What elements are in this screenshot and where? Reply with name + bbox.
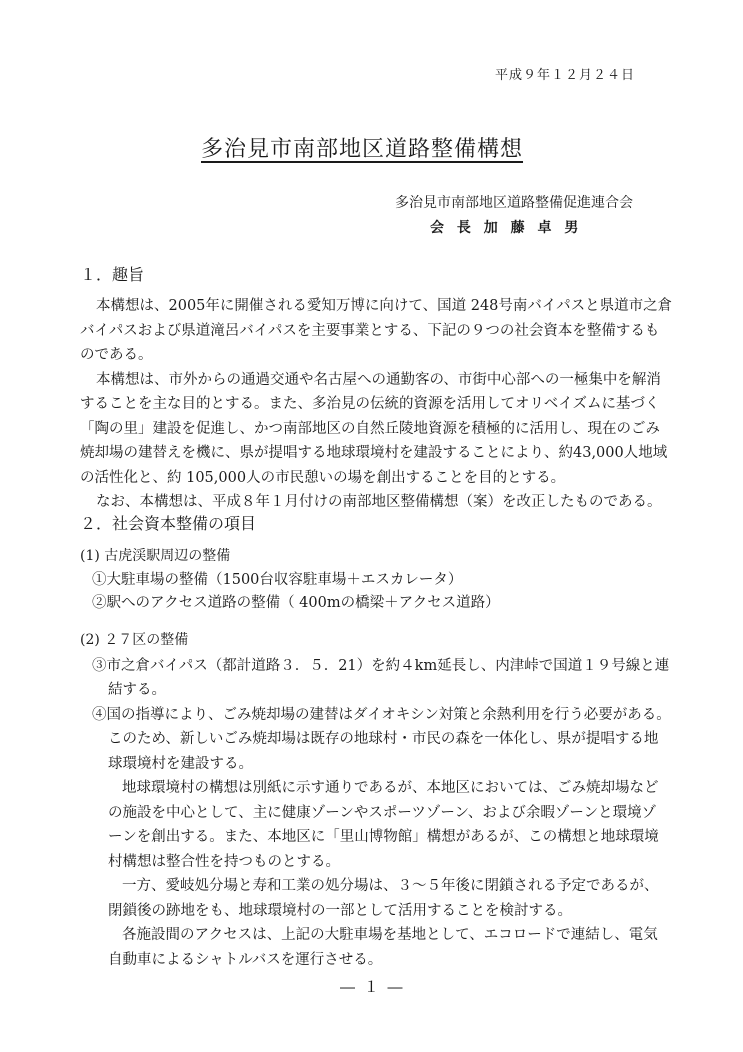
chairman-name: 会 長 加 藤 卓 男: [430, 220, 583, 236]
paragraph-line: ーンを創出する。また、本地区に「里山博物館」構想があるが、この構想と地球環境: [108, 829, 659, 845]
paragraph-line: 「陶の里」建設を促進し、かつ南部地区の自然丘陵地資源を積極的に活用し、現在のごみ: [80, 421, 660, 437]
paragraph-line: 自動車によるシャトルバスを運行させる。: [108, 952, 383, 968]
paragraph-line: の施設を中心として、主に健康ゾーンやスポーツゾーン、および余暇ゾーンと環境ゾ: [108, 805, 657, 821]
paragraph-line: の活性化と、約 105,000人の市民憩いの場を創出することを目的とする。: [80, 470, 566, 486]
list-item: ②駅へのアクセス道路の整備（ 400mの橋梁＋アクセス道路）: [92, 595, 500, 611]
paragraph-line: 焼却場の建替えを機に、県が提唱する地球環境村を建設することにより、約43,000人地域: [80, 445, 668, 461]
section-heading-infrastructure: ２．社会資本整備の項目: [80, 514, 257, 533]
paragraph-line: ③市之倉バイパス（都計道路３．５．21）を約４km延長し、内津峠で国道１９号線と連: [92, 658, 670, 674]
organization-name: 多治見市南部地区道路整備促進連合会: [395, 195, 633, 211]
paragraph-line: なお、本構想は、平成８年１月付けの南部地区整備構想（案）を改正したものである。: [96, 494, 662, 510]
list-item: ①大駐車場の整備（1500台収容駐車場＋エスカレータ）: [92, 572, 463, 588]
paragraph-line: 本構想は、2005年に開催される愛知万博に向けて、国道 248号南バイパスと県道市之倉: [96, 298, 673, 314]
document-date: 平成９年１２月２４日: [495, 68, 636, 83]
paragraph-line: このため、新しいごみ焼却場は既存の地球村・市民の森を一体化し、県が提唱する地: [108, 731, 659, 747]
paragraph-line: のである。: [80, 347, 153, 363]
paragraph-line: 結する。: [108, 682, 166, 698]
paragraph-line: 各施設間のアクセスは、上記の大駐車場を基地として、エコロードで連結し、電気: [122, 927, 658, 943]
paragraph-line: バイパスおよび県道滝呂バイパスを主要事業とする、下記の９つの社会資本を整備するも: [80, 323, 660, 339]
paragraph-line: することを主な目的とする。また、多治見の伝統的資源を活用してオリベイズムに基づく: [80, 396, 660, 412]
paragraph-line: 地球環境村の構想は別紙に示す通りであるが、本地区においては、ごみ焼却場など: [122, 780, 659, 796]
page-number: ― １ ―: [340, 978, 405, 996]
paragraph-line: 閉鎖後の跡地をも、地球環境村の一部として活用することを検討する。: [108, 903, 572, 919]
paragraph-line: 球環境村を建設する。: [108, 756, 253, 772]
subsection-heading: (1) 古虎渓駅周辺の整備: [80, 548, 231, 564]
paragraph-line: 本構想は、市外からの通過交通や名古屋への通勤客の、市街中心部への一極集中を解消: [96, 372, 661, 388]
paragraph-line: 一方、愛岐処分場と寿和工業の処分場は、３～５年後に閉鎖される予定であるが、: [122, 878, 659, 894]
section-heading-purpose: １．趣旨: [80, 265, 145, 284]
document-title: 多治見市南部地区道路整備構想: [201, 137, 524, 162]
subsection-heading: (2) ２７区の整備: [80, 632, 189, 648]
paragraph-line: ④国の指導により、ごみ焼却場の建替はダイオキシン対策と余熱利用を行う必要がある。: [92, 707, 671, 723]
paragraph-line: 村構想は整合性を持つものとする。: [108, 854, 340, 870]
